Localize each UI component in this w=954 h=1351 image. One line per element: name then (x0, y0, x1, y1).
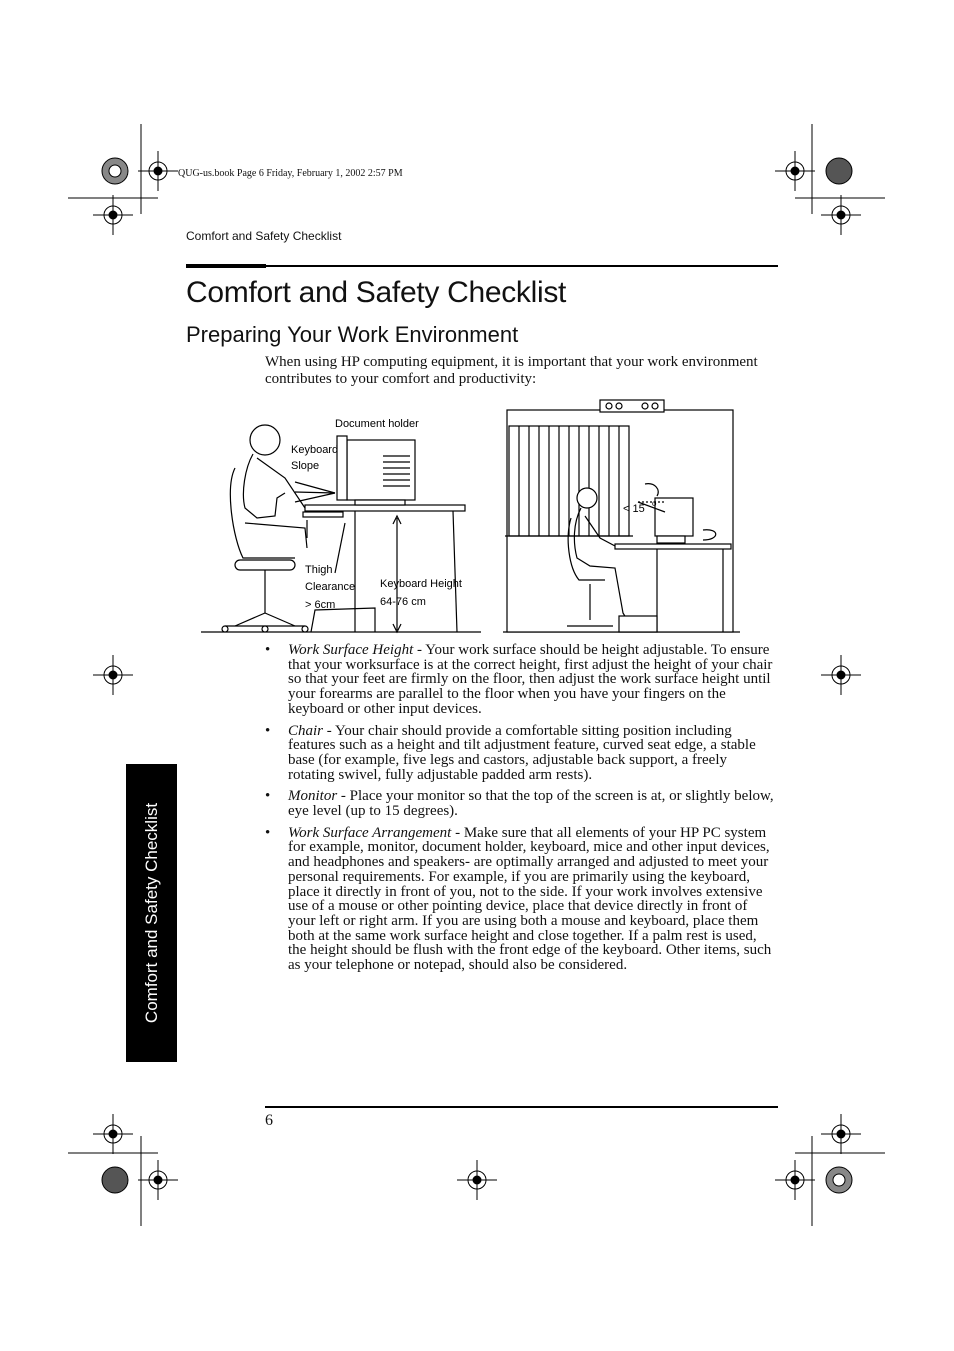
bullet-glyph: • (265, 642, 271, 658)
bullet-term: Work Surface Height (288, 642, 414, 658)
list-item (265, 826, 777, 973)
top-rule-accent (186, 264, 266, 268)
checklist-bullets (265, 643, 777, 980)
label-document-holder: Document holder (335, 418, 419, 430)
label-clearance: Clearance (305, 581, 356, 593)
running-head: Comfort and Safety Checklist (186, 229, 342, 243)
top-rule (186, 265, 778, 267)
bullet-text: - Your work surface should be height adjustable. To ensure that your worksurface is at the correct height, first adjust the height of your chair so that your feet are firmly on the floor, then adjust the work surface height until your forearms are parallel to the floor when you have your fingers on the keyboard or other input devices. (288, 642, 773, 717)
bullet-term: Chair (288, 722, 324, 739)
svg-text:o: o (652, 499, 657, 508)
bullet-term: Work Surface Arrangement (288, 824, 452, 841)
bullet-text: - Your chair should provide a comfortable sitting position including features such as a height and tilt adjustment feature, curved seat edge, a stable base (for example, five legs and castors, adjustable back support, a freely rotating swivel, fully adjustable padded arm rests). (288, 722, 756, 783)
bullet-glyph: • (265, 788, 271, 805)
workstation-illustration (195, 398, 740, 640)
list-item (265, 643, 777, 717)
bullet-glyph: • (265, 722, 271, 739)
print-slug: QUG-us.book Page 6 Friday, February 1, 2002 2:57 PM (178, 168, 403, 179)
label-keyboard-height-value: 64-76 cm (380, 596, 426, 608)
bullet-text: - Place your monitor so that the top of the screen is at, or slightly below, eye level (up to 15 degrees). (288, 788, 774, 820)
bullet-term: Monitor (288, 788, 338, 805)
section-title: Preparing Your Work Environment (186, 322, 519, 347)
label-thigh: Thigh (305, 564, 333, 576)
page-title: Comfort and Safety Checklist (186, 276, 567, 309)
label-monitor-angle: < 15 (623, 503, 645, 515)
label-keyboard: Keyboard (291, 444, 339, 456)
side-tab (126, 764, 177, 1062)
page-number: 6 (265, 1112, 273, 1129)
label-slope: Slope (291, 460, 320, 472)
label-thigh-clearance-value: > 6cm (305, 599, 336, 611)
bullet-glyph: • (265, 824, 271, 841)
bottom-rule (265, 1106, 778, 1108)
list-item (265, 789, 777, 818)
intro-paragraph: When using HP computing equipment, it is important that your work environment contributes to your comfort and productivity: (265, 354, 758, 387)
list-item (265, 724, 777, 783)
label-keyboard-height: Keyboard Height (380, 578, 462, 590)
side-tab-label: Comfort and Safety Checklist (141, 802, 161, 1024)
bullet-text: - Make sure that all elements of your HP PC system for example, monitor, document holder, keyboard, mice and other input devices, and headphones and speakers- are optimally arranged and adjusted to meet your personal requirements. For example, if you are primarily using the keyboard, place it directly in front of you, not to the side. If your work involves extensive use of a mouse or other pointing device, place that device directly in front of your left or right arm. If you are using both a mouse and keyboard, place them both at the same work surface height and close together. If a palm rest is used, the height should be flush with the front edge of the keyboard. Other items, such as your telephone or notepad, should also be considered. (288, 824, 772, 974)
